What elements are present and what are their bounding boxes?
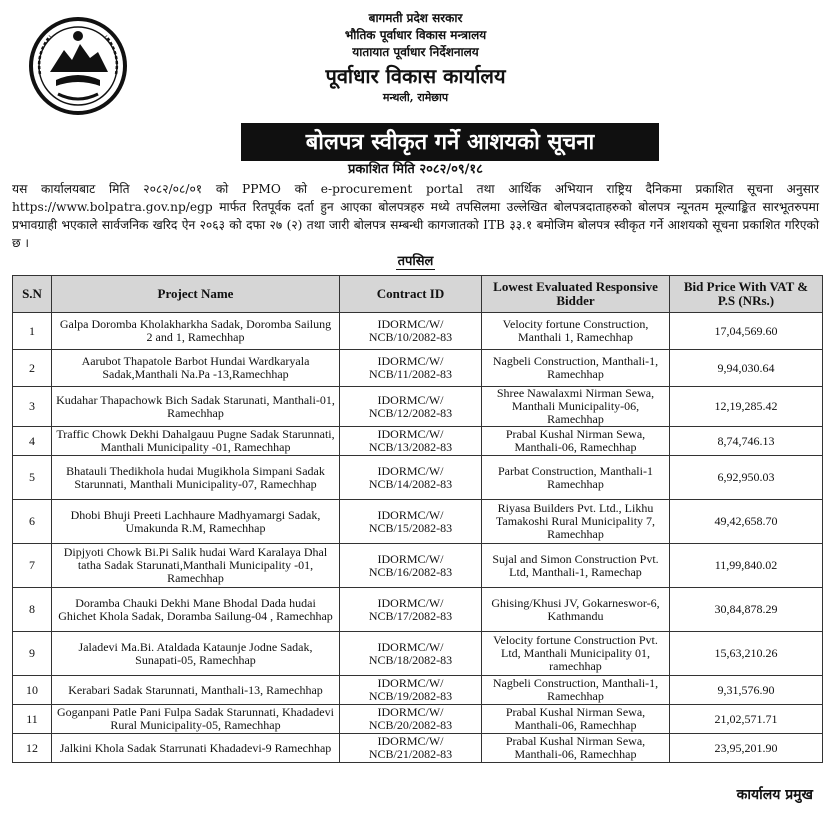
table-row	[13, 676, 823, 705]
cell-bidder: Nagbeli Construction, Manthali-1, Ramechhap	[482, 676, 670, 705]
table-row	[13, 705, 823, 734]
details-heading-label: तपसिल	[397, 254, 434, 269]
cell-project-name: Jaladevi Ma.Bi. Ataldada Kataunje Jodne Sadak, Sunapati-05, Ramechhap	[52, 632, 340, 676]
cell-bid-price: 12,19,285.42	[670, 387, 823, 427]
table-row	[13, 632, 823, 676]
column-header-project: Project Name	[52, 276, 340, 313]
cell-sn: 7	[13, 544, 52, 588]
office-location: मन्थली, रामेछाप	[382, 91, 449, 104]
cell-project-name: Dipjyoti Chowk Bi.Pi Salik hudai Ward Karalaya Dhal tatha Sadak Starunati,Manthali Municipality -01, Ramechhap	[52, 544, 340, 588]
table-body	[13, 313, 823, 763]
cell-bid-price: 15,63,210.26	[670, 632, 823, 676]
cell-contract-id: IDORMC/W/ NCB/20/2082-83	[340, 705, 482, 734]
provincial-government-line: बागमती प्रदेश सरकार	[368, 11, 463, 25]
cell-sn: 6	[13, 500, 52, 544]
cell-sn: 5	[13, 456, 52, 500]
cell-sn: 11	[13, 705, 52, 734]
cell-sn: 1	[13, 313, 52, 350]
cell-contract-id: IDORMC/W/ NCB/17/2082-83	[340, 588, 482, 632]
table-row	[13, 313, 823, 350]
cell-sn: 9	[13, 632, 52, 676]
cell-bidder: Parbat Construction, Manthali-1 Ramechhap	[482, 456, 670, 500]
office-chief-signoff: कार्यालय प्रमुख	[736, 787, 813, 803]
cell-project-name: Dhobi Bhuji Preeti Lachhaure Madhyamargi Sadak, Umakunda R.M, Ramechhap	[52, 500, 340, 544]
cell-bidder: Velocity fortune Construction Pvt. Ltd, Manthali Municipality 01, ramechhap	[482, 632, 670, 676]
column-header-sn: S.N	[13, 276, 52, 313]
cell-bid-price: 9,94,030.64	[670, 350, 823, 387]
cell-project-name: Jalkini Khola Sadak Starrunati Khadadevi-9 Ramechhap	[52, 734, 340, 763]
table-row	[13, 734, 823, 763]
cell-project-name: Bhatauli Thedikhola hudai Mugikhola Simpani Sadak Starunnati, Manthali Municipality-07, Ramechhap	[52, 456, 340, 500]
cell-bid-price: 49,42,658.70	[670, 500, 823, 544]
notice-body-text: यस कार्यालयबाट मिति २०८२/०८/०१ को PPMO को e-procurement portal तथा आर्थिक अभियान राष्ट्रिय दैनिकमा प्रकाशित सूचना अनुसार https://www.bolpatra.gov.np/egp मार्फत रितपूर्वक दर्ता हुन आएका बोलपत्रहरु मध्ये तपसिलमा उल्लेखित बोलपत्रदाताहरुको बोलपत्र न्यूनतम मूल्याङ्कित सारभूतरुपमा प्रभावग्राही भएकाले सार्वजनिक खरिद ऐन २०६३ को दफा २७ (२) तथा जारी बोलपत्र सम्बन्धी कागजातको ITB ३३.१ बमोजिम बोलपत्र स्वीकृत गर्ने आशयको सूचना प्रकाशित गरिएको छ ।	[12, 182, 819, 250]
cell-bid-price: 17,04,569.60	[670, 313, 823, 350]
cell-bidder: Prabal Kushal Nirman Sewa, Manthali-06, Ramechhap	[482, 705, 670, 734]
cell-contract-id: IDORMC/W/ NCB/19/2082-83	[340, 676, 482, 705]
cell-contract-id: IDORMC/W/ NCB/12/2082-83	[340, 387, 482, 427]
table-row	[13, 350, 823, 387]
cell-contract-id: IDORMC/W/ NCB/16/2082-83	[340, 544, 482, 588]
table-row	[13, 500, 823, 544]
cell-project-name: Kerabari Sadak Starunnati, Manthali-13, Ramechhap	[52, 676, 340, 705]
details-heading	[0, 253, 831, 271]
table-row	[13, 456, 823, 500]
table-row	[13, 544, 823, 588]
cell-sn: 3	[13, 387, 52, 427]
cell-bidder: Velocity fortune Construction, Manthali 1, Ramechhap	[482, 313, 670, 350]
cell-project-name: Goganpani Patle Pani Fulpa Sadak Starunnati, Khadadevi Rural Municipality-05, Ramechhap	[52, 705, 340, 734]
cell-contract-id: IDORMC/W/ NCB/15/2082-83	[340, 500, 482, 544]
cell-contract-id: IDORMC/W/ NCB/21/2082-83	[340, 734, 482, 763]
cell-sn: 8	[13, 588, 52, 632]
notice-title-banner: बोलपत्र स्वीकृत गर्ने आशयको सूचना	[241, 123, 659, 161]
cell-bidder: Riyasa Builders Pvt. Ltd., Likhu Tamakoshi Rural Municipality 7, Ramechhap	[482, 500, 670, 544]
cell-contract-id: IDORMC/W/ NCB/18/2082-83	[340, 632, 482, 676]
cell-contract-id: IDORMC/W/ NCB/10/2082-83	[340, 313, 482, 350]
cell-bidder: Sujal and Simon Construction Pvt. Ltd, Manthali-1, Ramechap	[482, 544, 670, 588]
cell-sn: 12	[13, 734, 52, 763]
office-name: पूर्वाधार विकास कार्यालय	[325, 64, 506, 88]
cell-bid-price: 8,74,746.13	[670, 427, 823, 456]
cell-project-name: Galpa Doromba Kholakharkha Sadak, Doromba Sailung 2 and 1, Ramechhap	[52, 313, 340, 350]
cell-bidder: Prabal Kushal Nirman Sewa, Manthali-06, Ramechhap	[482, 427, 670, 456]
letterhead	[0, 10, 831, 106]
cell-contract-id: IDORMC/W/ NCB/14/2082-83	[340, 456, 482, 500]
cell-sn: 2	[13, 350, 52, 387]
table-row	[13, 588, 823, 632]
cell-sn: 10	[13, 676, 52, 705]
cell-sn: 4	[13, 427, 52, 456]
published-date: प्रकाशित मिति २०८२/०९/१८	[348, 162, 483, 177]
directorate-line: यातायात पूर्वाधार निर्देशनालय	[352, 45, 479, 59]
cell-bid-price: 30,84,878.29	[670, 588, 823, 632]
cell-project-name: Aarubot Thapatole Barbot Hundai Wardkaryala Sadak,Manthali Na.Pa -13,Ramechhap	[52, 350, 340, 387]
cell-bid-price: 6,92,950.03	[670, 456, 823, 500]
table-header-row	[13, 276, 823, 313]
ministry-line: भौतिक पूर्वाधार विकास मन्त्रालय	[344, 28, 487, 42]
cell-project-name: Kudahar Thapachowk Bich Sadak Starunati, Manthali-01, Ramechhap	[52, 387, 340, 427]
column-header-price: Bid Price With VAT & P.S (NRs.)	[670, 276, 823, 313]
table-row	[13, 387, 823, 427]
cell-contract-id: IDORMC/W/ NCB/13/2082-83	[340, 427, 482, 456]
cell-contract-id: IDORMC/W/ NCB/11/2082-83	[340, 350, 482, 387]
cell-bid-price: 11,99,840.02	[670, 544, 823, 588]
table-row	[13, 427, 823, 456]
bid-results-table	[12, 275, 823, 763]
cell-project-name: Doramba Chauki Dekhi Mane Bhodal Dada hudai Ghichet Khola Sadak, Doramba Sailung-04 , Ramechhap	[52, 588, 340, 632]
cell-bidder: Ghising/Khusi JV, Gokarneswor-6, Kathmandu	[482, 588, 670, 632]
cell-bidder: Shree Nawalaxmi Nirman Sewa, Manthali Municipality-06, Ramechhap	[482, 387, 670, 427]
cell-bidder: Prabal Kushal Nirman Sewa, Manthali-06, Ramechhap	[482, 734, 670, 763]
column-header-bidder: Lowest Evaluated Responsive Bidder	[482, 276, 670, 313]
cell-bidder: Nagbeli Construction, Manthali-1, Ramechhap	[482, 350, 670, 387]
cell-project-name: Traffic Chowk Dekhi Dahalgauu Pugne Sadak Starunnati, Manthali Municipality -01, Ramechhap	[52, 427, 340, 456]
cell-bid-price: 23,95,201.90	[670, 734, 823, 763]
cell-bid-price: 9,31,576.90	[670, 676, 823, 705]
cell-bid-price: 21,02,571.71	[670, 705, 823, 734]
column-header-contract: Contract ID	[340, 276, 482, 313]
